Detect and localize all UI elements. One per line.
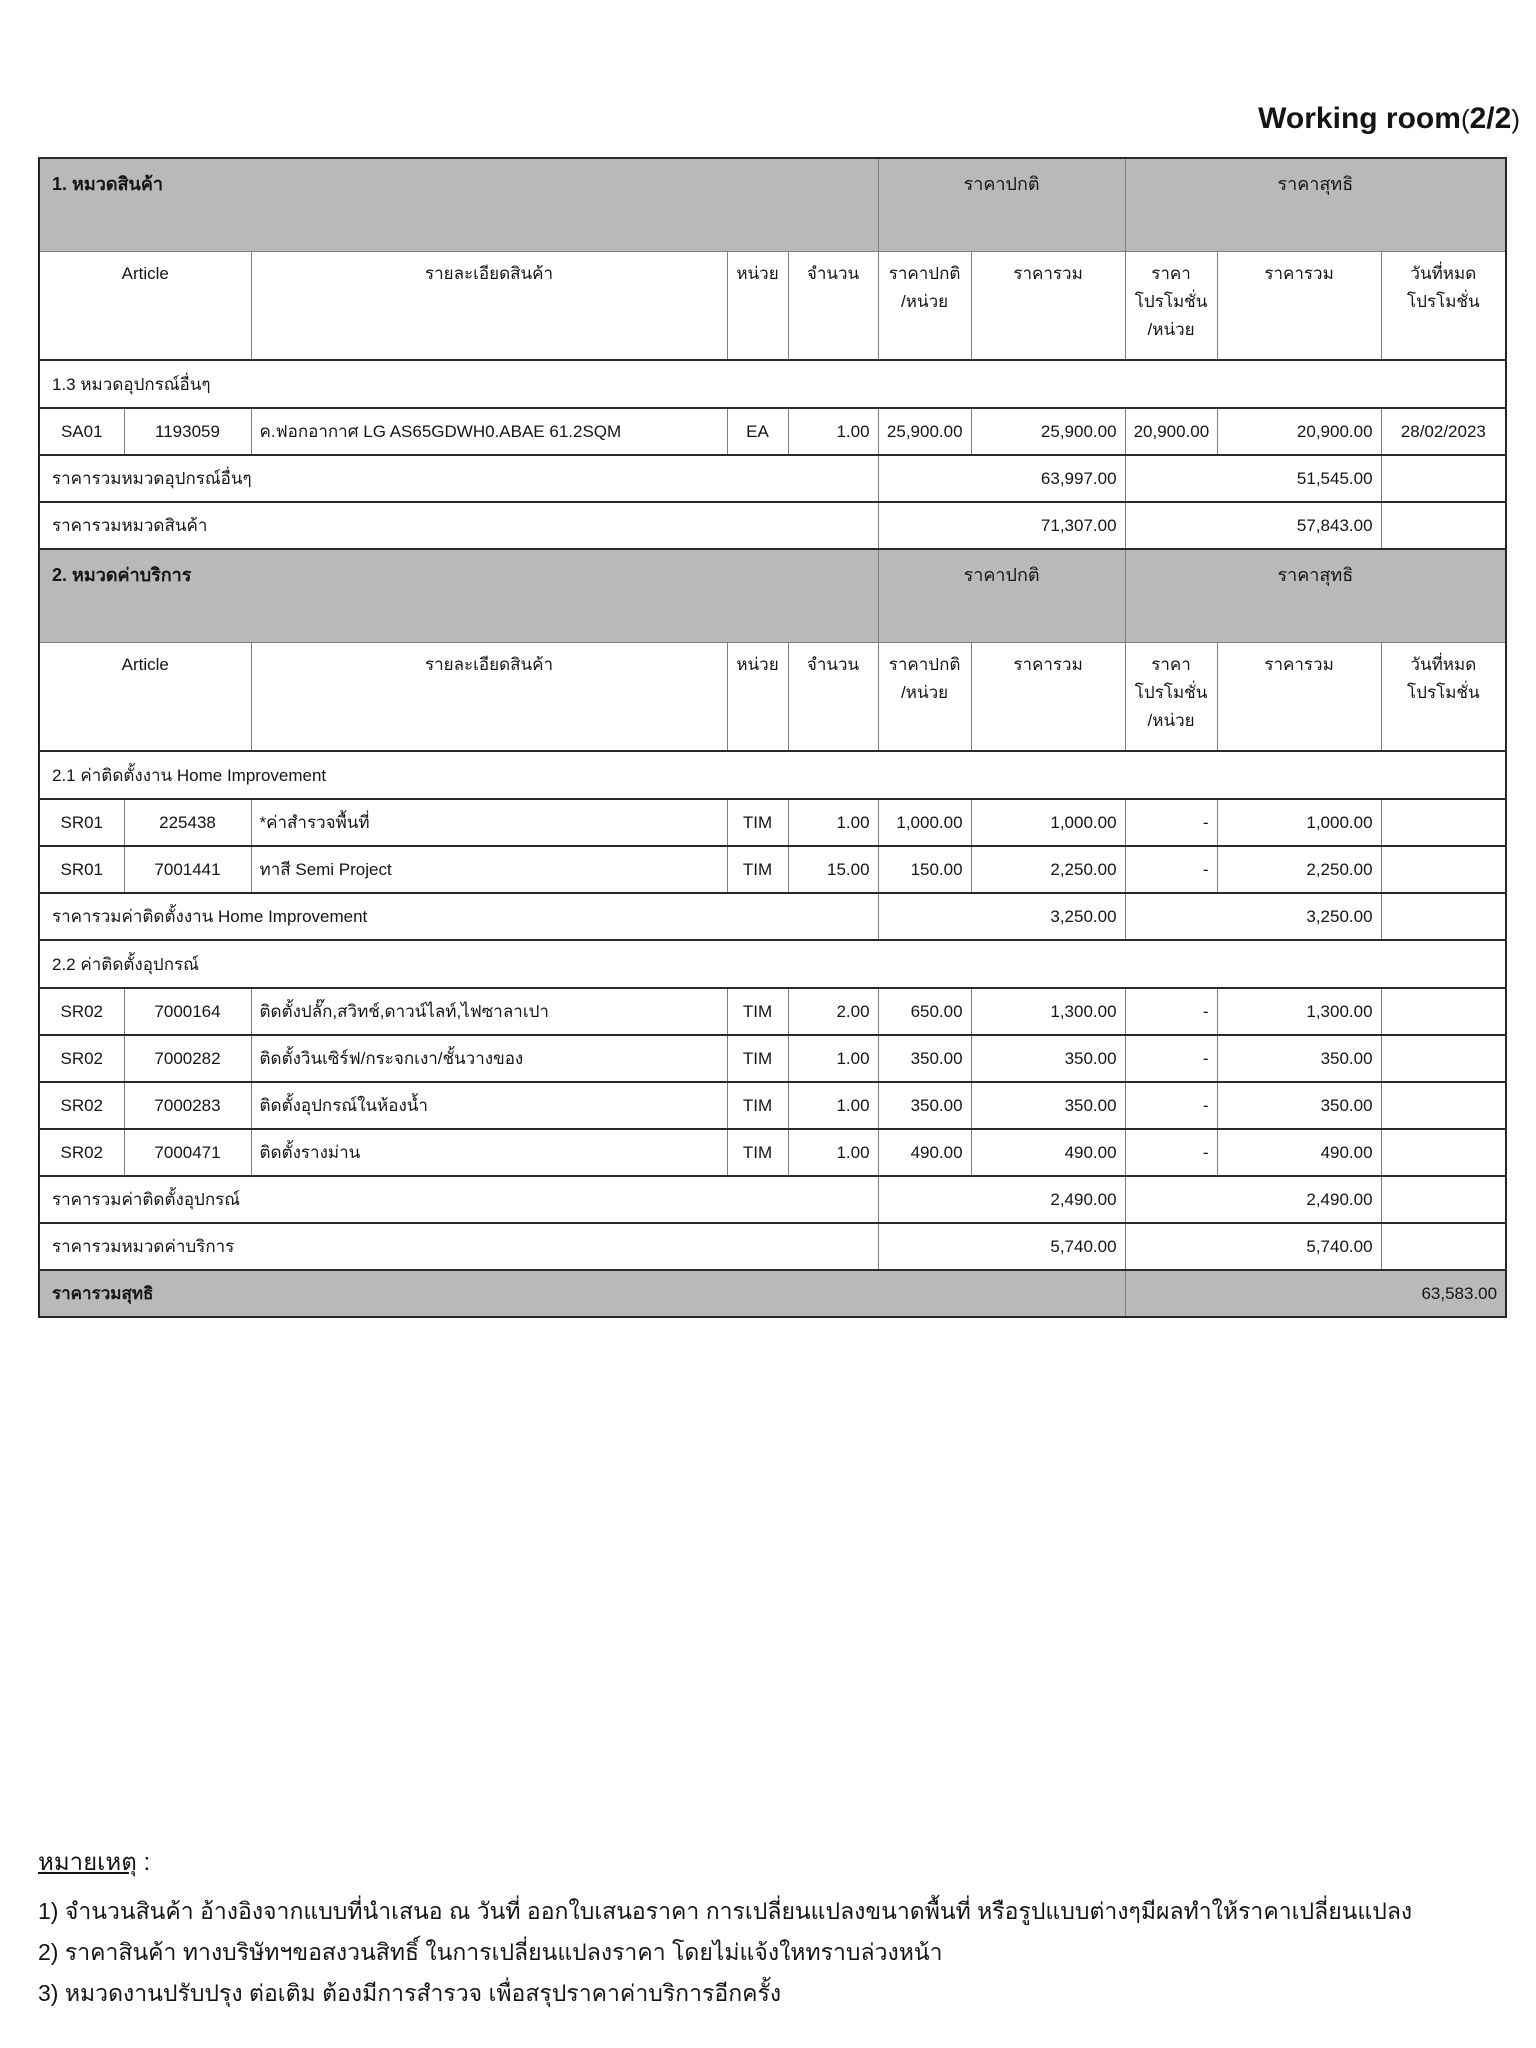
section1-total-row: [39, 502, 1506, 549]
section-total-net-price: 5,740.00: [1125, 1223, 1381, 1270]
item-unit: EA: [727, 408, 788, 455]
column-header-promo-end-line1: วันที่หมด: [1410, 655, 1477, 674]
section2-column-header-row: [39, 643, 1506, 752]
item-article-no: 225438: [124, 799, 251, 846]
item-quantity: 1.00: [788, 408, 878, 455]
item-promo-end-date: [1381, 799, 1506, 846]
subtotal-net-price: 2,490.00: [1125, 1176, 1381, 1223]
quotation-table: [38, 157, 1507, 1318]
section1-band-row: [39, 158, 1506, 252]
column-header-promo-price-line3: /หน่วย: [1147, 320, 1195, 340]
footnotes-heading-colon: :: [136, 1849, 151, 1876]
page-indicator-open-paren: (: [1460, 104, 1470, 134]
subsection-1-3-row: [39, 360, 1506, 408]
item-unit-price: 25,900.00: [878, 408, 971, 455]
page-indicator-number: 2/2: [1469, 102, 1512, 135]
item-promo-end-date: [1381, 846, 1506, 893]
item-description: *ค่าสำรวจพื้นที่: [251, 799, 727, 846]
column-header-promo-price: [1125, 252, 1217, 361]
subtotal-label: ราคารวมค่าติดตั้งอุปกรณ์: [39, 1176, 878, 1223]
column-header-promo-price-line2: โปรโมชั่น: [1134, 683, 1208, 703]
page-title-text: Working room: [1258, 102, 1461, 135]
column-header-unit-price-line1: ราคาปกติ: [888, 655, 961, 674]
section-total-label: ราคารวมหมวดสินค้า: [39, 502, 878, 549]
item-code: SR01: [39, 799, 124, 846]
item-row-sa01-1193059: [39, 408, 1506, 455]
net-price-group-header: ราคาสุทธิ: [1125, 158, 1506, 252]
item-total-net: 490.00: [1217, 1129, 1381, 1176]
item-description: ติดตั้งอุปกรณ์ในห้องน้ำ: [251, 1082, 727, 1129]
item-row-sr02-7000164: [39, 988, 1506, 1035]
subsection-2-2-row: [39, 940, 1506, 988]
item-unit-price: 150.00: [878, 846, 971, 893]
subtotal-date-empty-cell: [1381, 893, 1506, 940]
item-promo-end-date: [1381, 988, 1506, 1035]
subtotal-label: ราคารวมค่าติดตั้งงาน Home Improvement: [39, 893, 878, 940]
section-total-label: ราคารวมหมวดค่าบริการ: [39, 1223, 878, 1270]
item-promo-price: -: [1125, 799, 1217, 846]
column-header-promo-price-line3: /หน่วย: [1147, 711, 1195, 731]
column-header-promo-end-line2: โปรโมชั่น: [1407, 683, 1480, 703]
item-promo-price: -: [1125, 1035, 1217, 1082]
item-article-no: 7001441: [124, 846, 251, 893]
item-description: ติดตั้งวินเซิร์ฟ/กระจกเงา/ชั้นวางของ: [251, 1035, 727, 1082]
column-header-promo-end-date: [1381, 643, 1506, 752]
item-promo-price: -: [1125, 988, 1217, 1035]
item-unit: TIM: [727, 846, 788, 893]
column-header-unit-price: [878, 643, 971, 752]
item-total-normal: 350.00: [971, 1082, 1125, 1129]
item-description: ทาสี Semi Project: [251, 846, 727, 893]
item-promo-end-date: [1381, 1035, 1506, 1082]
item-total-net: 350.00: [1217, 1035, 1381, 1082]
item-unit-price: 490.00: [878, 1129, 971, 1176]
subtotal-row-2-1: [39, 893, 1506, 940]
column-header-unit-price-line1: ราคาปกติ: [888, 264, 961, 283]
item-unit: TIM: [727, 988, 788, 1035]
item-quantity: 15.00: [788, 846, 878, 893]
item-article-no: 7000471: [124, 1129, 251, 1176]
section2-total-row: [39, 1223, 1506, 1270]
item-quantity: 1.00: [788, 1082, 878, 1129]
section1-column-header-row: [39, 252, 1506, 361]
column-header-unit: หน่วย: [727, 643, 788, 752]
item-unit: TIM: [727, 1129, 788, 1176]
column-header-unit: หน่วย: [727, 252, 788, 361]
subtotal-date-empty-cell: [1381, 455, 1506, 502]
item-promo-end-date: [1381, 1129, 1506, 1176]
item-code: SR02: [39, 1129, 124, 1176]
section2-band-label: 2. หมวดค่าบริการ: [39, 549, 878, 643]
grand-total-label: ราคารวมสุทธิ: [39, 1270, 1125, 1317]
subtotal-net-price: 51,545.00: [1125, 455, 1381, 502]
subtotal-row-2-2: [39, 1176, 1506, 1223]
column-header-promo-end-line2: โปรโมชั่น: [1407, 292, 1480, 312]
item-code: SR01: [39, 846, 124, 893]
footnotes-heading-text: หมายเหตุ: [38, 1849, 137, 1876]
item-unit-price: 350.00: [878, 1035, 971, 1082]
column-header-article: Article: [39, 643, 251, 752]
section1-band-label: 1. หมวดสินค้า: [39, 158, 878, 252]
footnotes: [38, 1842, 1508, 2014]
item-unit-price: 1,000.00: [878, 799, 971, 846]
column-header-quantity: จำนวน: [788, 252, 878, 361]
column-header-promo-price: [1125, 643, 1217, 752]
item-total-normal: 1,000.00: [971, 799, 1125, 846]
subtotal-label: ราคารวมหมวดอุปกรณ์อื่นๆ: [39, 455, 878, 502]
subsection-2-2-label: 2.2 ค่าติดตั้งอุปกรณ์: [39, 940, 1506, 988]
item-quantity: 1.00: [788, 799, 878, 846]
normal-price-group-header: ราคาปกติ: [878, 158, 1125, 252]
subsection-2-1-row: [39, 751, 1506, 799]
item-total-normal: 2,250.00: [971, 846, 1125, 893]
item-row-sr01-225438: [39, 799, 1506, 846]
item-description: ติดตั้งรางม่าน: [251, 1129, 727, 1176]
item-promo-end-date: [1381, 1082, 1506, 1129]
subsection-1-3-label: 1.3 หมวดอุปกรณ์อื่นๆ: [39, 360, 1506, 408]
footnote-3: 3) หมวดงานปรับปรุง ต่อเติม ต้องมีการสำรวจ เพื่อสรุปราคาค่าบริการอีกครั้ง: [38, 1980, 782, 2006]
item-total-normal: 1,300.00: [971, 988, 1125, 1035]
grand-total-value: 63,583.00: [1125, 1270, 1506, 1317]
item-total-net: 1,000.00: [1217, 799, 1381, 846]
subtotal-normal-price: 3,250.00: [878, 893, 1125, 940]
net-price-group-header: ราคาสุทธิ: [1125, 549, 1506, 643]
item-quantity: 1.00: [788, 1035, 878, 1082]
section-total-date-empty-cell: [1381, 1223, 1506, 1270]
grand-total-row: [39, 1270, 1506, 1317]
normal-price-group-header: ราคาปกติ: [878, 549, 1125, 643]
column-header-total-net: ราคารวม: [1217, 252, 1381, 361]
column-header-promo-price-line1: ราคา: [1151, 655, 1191, 674]
column-header-unit-price-line2: /หน่วย: [901, 683, 949, 703]
item-unit: TIM: [727, 799, 788, 846]
item-article-no: 7000283: [124, 1082, 251, 1129]
item-row-sr02-7000282: [39, 1035, 1506, 1082]
subtotal-normal-price: 63,997.00: [878, 455, 1125, 502]
column-header-description: รายละเอียดสินค้า: [251, 643, 727, 752]
subtotal-normal-price: 2,490.00: [878, 1176, 1125, 1223]
column-header-unit-price-line2: /หน่วย: [901, 292, 949, 312]
column-header-promo-end-line1: วันที่หมด: [1410, 264, 1477, 283]
item-article-no: 1193059: [124, 408, 251, 455]
footnotes-heading: [38, 1842, 1508, 1881]
section-total-date-empty-cell: [1381, 502, 1506, 549]
column-header-article: Article: [39, 252, 251, 361]
subtotal-date-empty-cell: [1381, 1176, 1506, 1223]
subtotal-net-price: 3,250.00: [1125, 893, 1381, 940]
item-code: SR02: [39, 1035, 124, 1082]
page-title: [1258, 102, 1520, 136]
page-indicator-close-paren: ): [1511, 104, 1520, 134]
item-promo-price: -: [1125, 1129, 1217, 1176]
column-header-unit-price: [878, 252, 971, 361]
item-promo-price: 20,900.00: [1125, 408, 1217, 455]
item-code: SR02: [39, 988, 124, 1035]
item-promo-price: -: [1125, 846, 1217, 893]
subsection-2-1-label: 2.1 ค่าติดตั้งงาน Home Improvement: [39, 751, 1506, 799]
item-total-net: 20,900.00: [1217, 408, 1381, 455]
column-header-quantity: จำนวน: [788, 643, 878, 752]
item-article-no: 7000282: [124, 1035, 251, 1082]
footnote-1: 1) จำนวนสินค้า อ้างอิงจากแบบที่นำเสนอ ณ วันที่ ออกใบเสนอราคา การเปลี่ยนแปลงขนาดพื้นที่ หรือรูปแบบต่างๆมีผลทำให้ราคาเปลี่ยนแปลง: [38, 1898, 1413, 1924]
column-header-total-net: ราคารวม: [1217, 643, 1381, 752]
section-total-normal-price: 71,307.00: [878, 502, 1125, 549]
column-header-promo-end-date: [1381, 252, 1506, 361]
column-header-description: รายละเอียดสินค้า: [251, 252, 727, 361]
item-article-no: 7000164: [124, 988, 251, 1035]
column-header-total-normal: ราคารวม: [971, 643, 1125, 752]
item-row-sr01-7001441: [39, 846, 1506, 893]
section-total-net-price: 57,843.00: [1125, 502, 1381, 549]
item-description: ค.ฟอกอากาศ LG AS65GDWH0.ABAE 61.2SQM: [251, 408, 727, 455]
item-promo-price: -: [1125, 1082, 1217, 1129]
item-unit: TIM: [727, 1082, 788, 1129]
item-code: SR02: [39, 1082, 124, 1129]
item-description: ติดตั้งปลั๊ก,สวิทช์,ดาวน์ไลท์,ไฟซาลาเปา: [251, 988, 727, 1035]
column-header-promo-price-line2: โปรโมชั่น: [1134, 292, 1208, 312]
item-quantity: 2.00: [788, 988, 878, 1035]
item-total-normal: 350.00: [971, 1035, 1125, 1082]
item-unit: TIM: [727, 1035, 788, 1082]
item-promo-end-date: 28/02/2023: [1381, 408, 1506, 455]
item-row-sr02-7000471: [39, 1129, 1506, 1176]
subtotal-row-1-3: [39, 455, 1506, 502]
item-unit-price: 650.00: [878, 988, 971, 1035]
column-header-total-normal: ราคารวม: [971, 252, 1125, 361]
item-total-net: 350.00: [1217, 1082, 1381, 1129]
item-unit-price: 350.00: [878, 1082, 971, 1129]
item-row-sr02-7000283: [39, 1082, 1506, 1129]
item-total-net: 2,250.00: [1217, 846, 1381, 893]
item-quantity: 1.00: [788, 1129, 878, 1176]
footnote-2: 2) ราคาสินค้า ทางบริษัทฯขอสงวนสิทธิ์ ในการเปลี่ยนแปลงราคา โดยไม่แจ้งใหทราบล่วงหน้า: [38, 1939, 943, 1965]
item-total-normal: 25,900.00: [971, 408, 1125, 455]
section2-band-row: [39, 549, 1506, 643]
column-header-promo-price-line1: ราคา: [1151, 264, 1191, 283]
item-total-net: 1,300.00: [1217, 988, 1381, 1035]
section-total-normal-price: 5,740.00: [878, 1223, 1125, 1270]
item-code: SA01: [39, 408, 124, 455]
item-total-normal: 490.00: [971, 1129, 1125, 1176]
